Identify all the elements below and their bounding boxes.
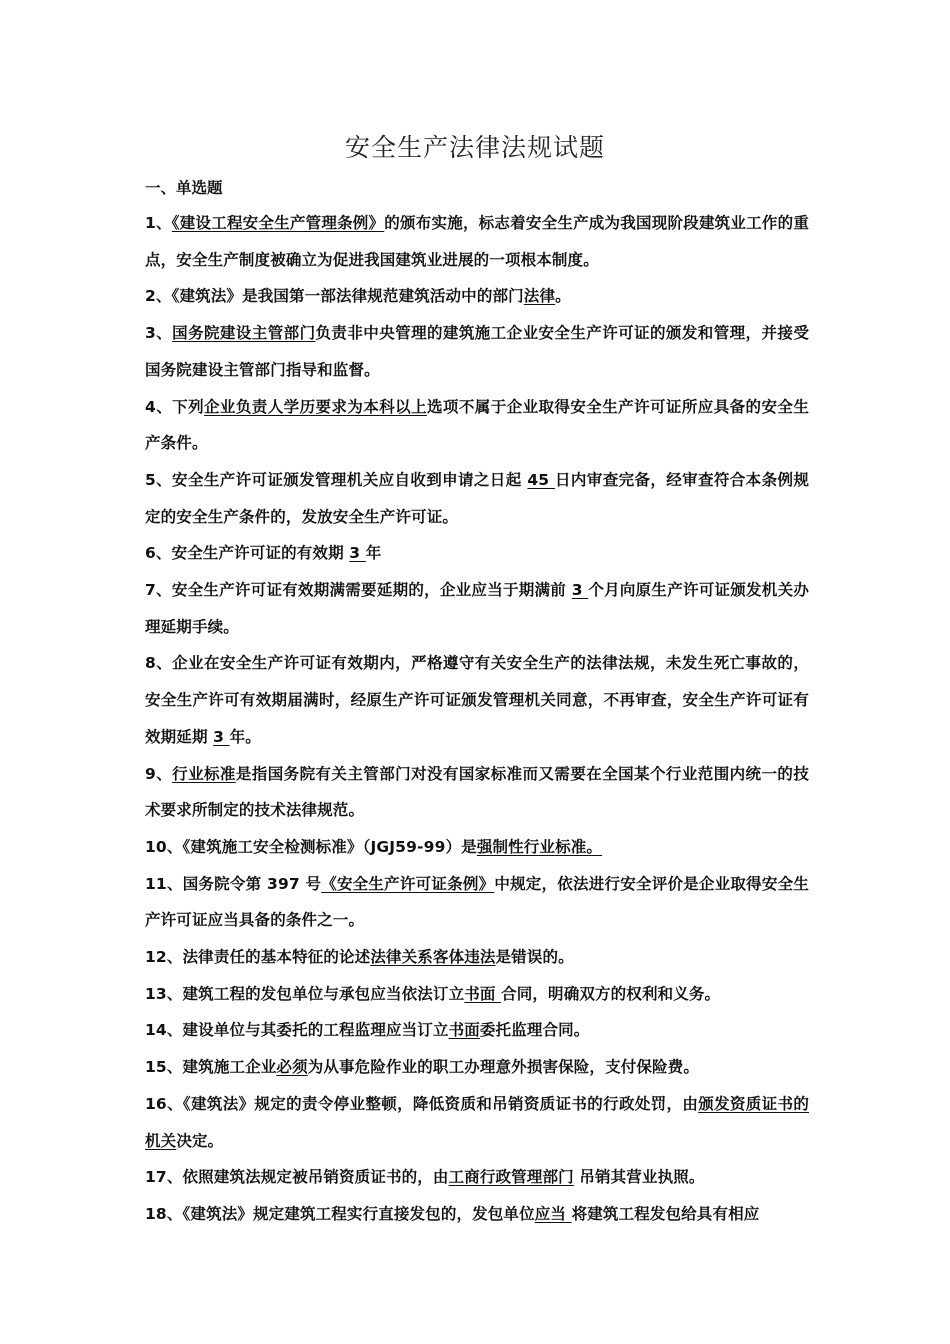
answer-underlined: 《安全生产许可证条例》 [321, 874, 495, 893]
question-text: 10、《建筑施工安全检测标准》（JGJ59-99）是 [145, 837, 477, 856]
answer-underlined: 必须 [276, 1058, 308, 1077]
question-text: 将建筑工程发包给具有相应 [571, 1204, 760, 1223]
section-heading: 一、单选题 [145, 179, 223, 197]
question-text: 11、国务院令第 397 号 [145, 874, 322, 893]
question-item [145, 645, 809, 755]
question-text: 委托监理合同。 [479, 1021, 590, 1040]
question-item [145, 1012, 809, 1049]
question-text: 选项不属于企业取得安全生产许可证所应具备的安全生产条件。 [145, 397, 809, 453]
answer-underlined: 3 [349, 544, 366, 563]
question-item [145, 1086, 809, 1159]
question-text: 18、《建筑法》规定建筑工程实行直接发包的，发包单位 [145, 1204, 535, 1223]
question-item [145, 278, 809, 315]
question-text: 是错误的。 [495, 948, 574, 967]
answer-underlined: 书面 [464, 984, 502, 1003]
question-text: 日内审查完备，经审查符合本条例规定的安全生产条件的，发放安全生产许可证。 [145, 470, 809, 526]
question-text: 4、下列 [145, 397, 204, 416]
question-text: 吊销其营业执照。 [573, 1168, 705, 1187]
answer-underlined: 国务院建设主管部门 [172, 324, 316, 343]
question-item [145, 315, 809, 388]
question-item [145, 866, 809, 939]
answer-underlined: 强制性行业标准。 [476, 837, 603, 856]
question-item [145, 756, 809, 829]
question-item [145, 939, 809, 976]
answer-underlined: 3 [571, 581, 589, 600]
question-text: 15、建筑施工企业 [145, 1058, 277, 1077]
answer-underlined: 书面 [448, 1021, 480, 1040]
question-text: 14、建设单位与其委托的工程监理应当订立 [145, 1021, 449, 1040]
question-item [145, 205, 809, 278]
question-text: 中规定，依法进行安全评价是企业取得安全生产许可证应当具备的条件之一。 [145, 874, 809, 930]
question-item [145, 572, 809, 645]
answer-underlined: 法律 [523, 287, 556, 306]
question-text: 17、依照建筑法规定被吊销资质证书的，由 [145, 1168, 449, 1187]
question-text: 9、 [145, 764, 173, 783]
question-text: 合同，明确双方的权利和义务。 [501, 984, 721, 1003]
answer-underlined: 工商行政管理部门 [448, 1168, 574, 1187]
question-text: 。 [555, 287, 571, 306]
question-item [145, 1159, 809, 1196]
question-text: 12、法律责任的基本特征的论述 [145, 948, 371, 967]
answer-underlined: 行业标准 [172, 764, 236, 783]
question-item [145, 829, 809, 866]
question-item [145, 1049, 809, 1086]
question-text: 1、 [145, 214, 172, 232]
question-text: 的颁布实施，标志着安全生产成为我国现阶段建筑业工作的重点，安全生产制度被确立为促进我国建筑业进展的一项根本制度。 [145, 214, 809, 269]
question-item [145, 389, 809, 462]
question-text: 是指国务院有关主管部门对没有国家标准而又需要在全国某个行业范围内统一的技术要求所制定的技术法律规范。 [145, 764, 809, 820]
answer-underlined: 45 [527, 470, 556, 489]
question-text: 决定。 [176, 1131, 224, 1150]
question-text: 6、安全生产许可证的有效期 [145, 544, 350, 563]
answer-underlined: 企业负责人学历要求为本科以上 [204, 397, 427, 416]
question-text: 为从事危险作业的职工办理意外损害保险，支付保险费。 [307, 1058, 699, 1077]
question-list [145, 205, 809, 1233]
document-title: 安全生产法律法规试题 [344, 133, 605, 162]
answer-underlined: 应当 [534, 1204, 572, 1223]
answer-underlined: 《建设工程安全生产管理条例》 [171, 214, 385, 232]
question-text: 5、安全生产许可证颁发管理机关应自收到申请之日起 [145, 470, 528, 489]
question-text: 年 [365, 544, 382, 563]
question-text: 13、建筑工程的发包单位与承包应当依法订立 [145, 984, 465, 1003]
question-item [145, 1196, 809, 1233]
answer-underlined: 颁发资质证书的机关 [145, 1094, 809, 1150]
question-text: 16、《建筑法》规定的责令停业整顿，降低资质和吊销资质证书的行政处罚，由 [145, 1094, 699, 1113]
question-text: 7、安全生产许可证有效期满需要延期的，企业应当于期满前 [145, 581, 572, 600]
question-text: 8、企业在安全生产许可证有效期内，严格遵守有关安全生产的法律法规，未发生死亡事故的，安全生产许可有效期届满时，经原生产许可证颁发管理机关同意，不再审查，安全生产许可证有效期延期 [145, 654, 809, 746]
answer-underlined: 法律关系客体违法 [370, 948, 496, 967]
question-item [145, 462, 809, 535]
answer-underlined: 3 [213, 727, 230, 746]
question-item [145, 535, 809, 572]
question-text: 3、 [145, 324, 173, 343]
question-text: 负责非中央管理的建筑施工企业安全生产许可证的颁发和管理，并接受国务院建设主管部门指导和监督。 [145, 324, 809, 379]
question-text: 个月向原生产许可证颁发机关办理延期手续。 [145, 581, 809, 636]
question-text: 年。 [229, 727, 261, 746]
question-text: 2、《建筑法》是我国第一部法律规范建筑活动中的部门 [145, 287, 524, 306]
question-item [145, 976, 809, 1013]
